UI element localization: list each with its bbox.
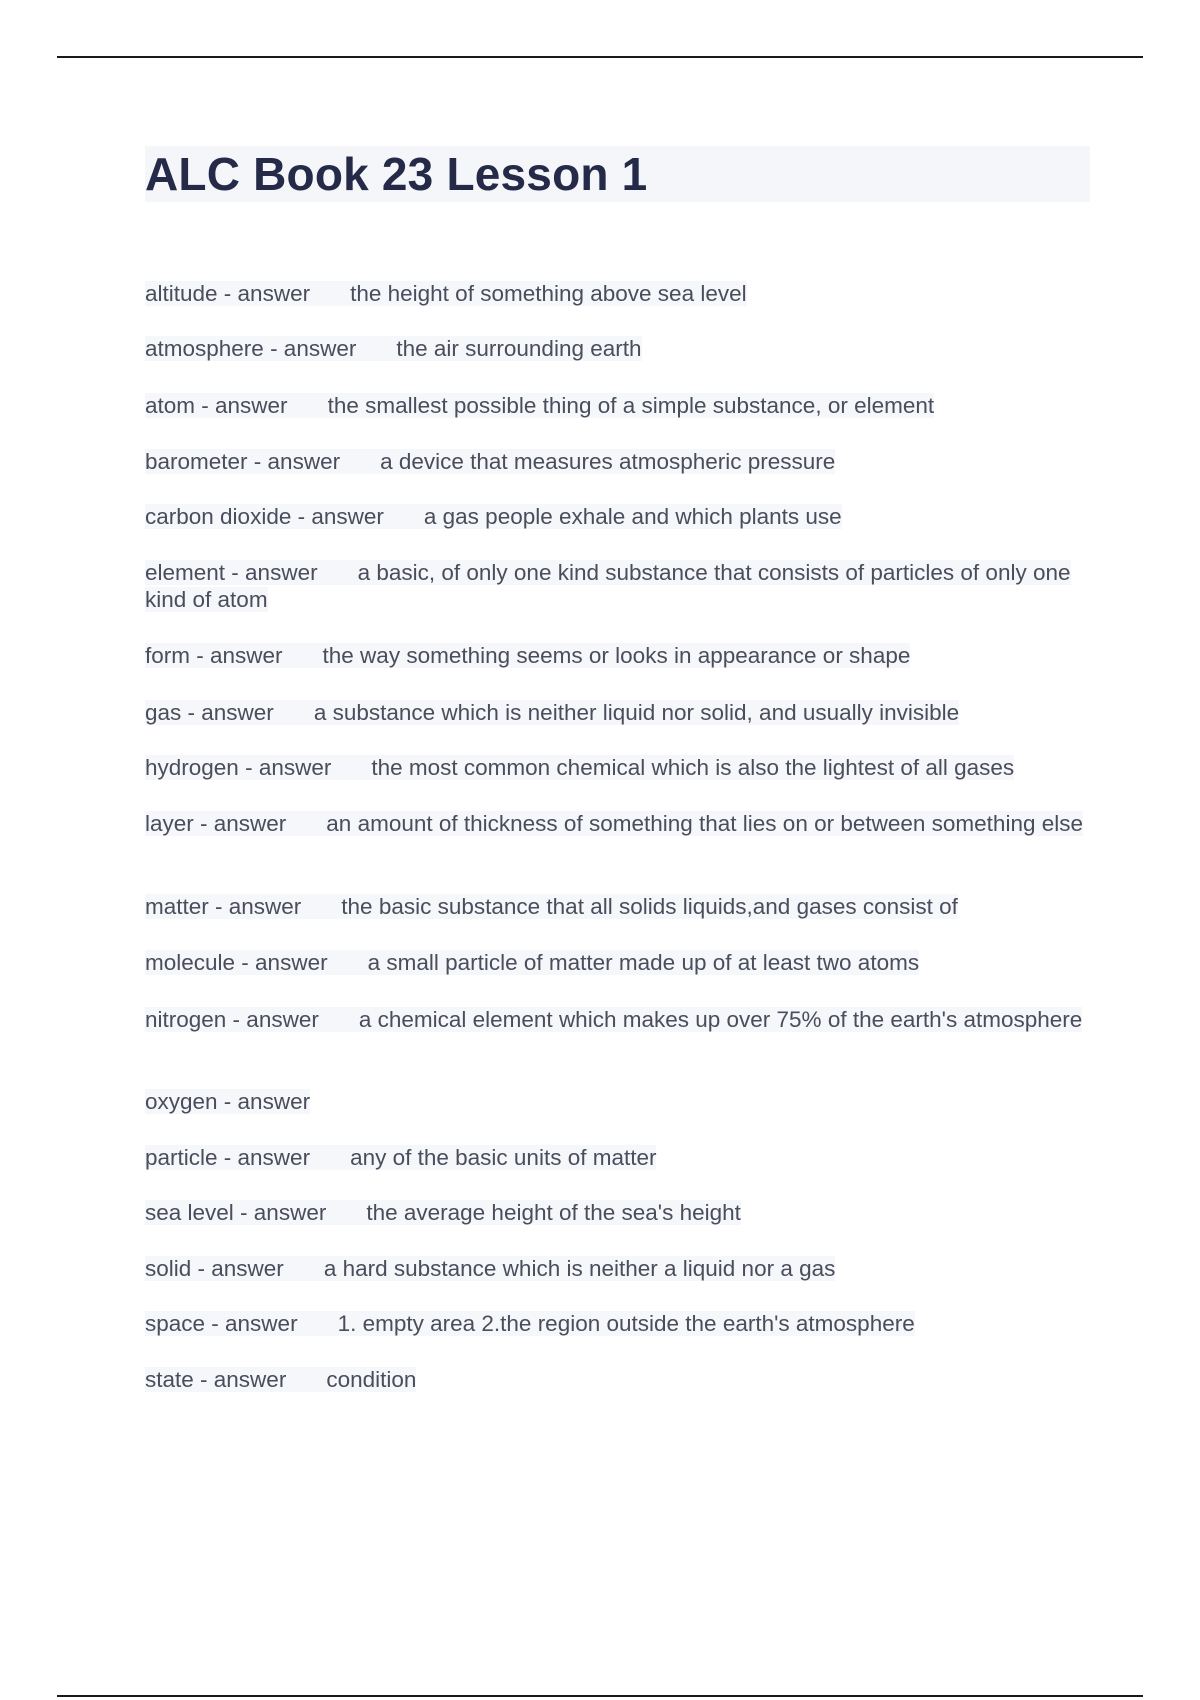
glossary-entry bbox=[145, 335, 1090, 362]
glossary-entry bbox=[145, 699, 1090, 726]
entry-definition: a device that measures atmospheric pressure bbox=[380, 449, 836, 474]
entry-term: molecule - answer bbox=[145, 950, 328, 975]
entry-definition: the basic substance that all solids liquids,and gases consist of bbox=[341, 894, 958, 919]
entry-definition: a basic, of only one kind substance that consists of particles of only one kind of atom bbox=[145, 560, 1071, 612]
entry-definition: a substance which is neither liquid nor solid, and usually invisible bbox=[313, 700, 960, 725]
entry-definition: a chemical element which makes up over 75% of the earth's atmosphere bbox=[358, 1007, 1083, 1032]
entry-definition: condition bbox=[326, 1367, 417, 1392]
glossary-entry bbox=[145, 1366, 1090, 1393]
glossary-entry bbox=[145, 810, 1090, 837]
entry-term: sea level - answer bbox=[145, 1200, 327, 1225]
entry-term: state - answer bbox=[145, 1367, 287, 1392]
entry-term: space - answer bbox=[145, 1311, 298, 1336]
entry-term: matter - answer bbox=[145, 894, 302, 919]
glossary-entry bbox=[145, 448, 1090, 475]
entry-term: nitrogen - answer bbox=[145, 1007, 319, 1032]
entry-definition: a gas people exhale and which plants use bbox=[423, 504, 842, 529]
entry-term: altitude - answer bbox=[145, 281, 311, 306]
entry-term: atmosphere - answer bbox=[145, 336, 357, 361]
glossary-entry bbox=[145, 1006, 1090, 1033]
entry-term: form - answer bbox=[145, 643, 283, 668]
entry-term: atom - answer bbox=[145, 393, 288, 418]
footer-rule bbox=[57, 1695, 1143, 1697]
glossary-entry bbox=[145, 642, 1090, 669]
glossary-entry bbox=[145, 280, 1090, 307]
glossary-entry bbox=[145, 754, 1090, 781]
header-rule bbox=[57, 56, 1143, 58]
entry-definition: a hard substance which is neither a liquid nor a gas bbox=[323, 1256, 836, 1281]
entry-definition: an amount of thickness of something that lies on or between something else bbox=[326, 811, 1083, 836]
entry-definition: 1. empty area 2.the region outside the earth's atmosphere bbox=[337, 1311, 915, 1336]
entry-definition: a small particle of matter made up of at least two atoms bbox=[367, 950, 920, 975]
entry-definition: the air surrounding earth bbox=[396, 336, 642, 361]
glossary-entry bbox=[145, 1310, 1090, 1337]
entry-term: carbon dioxide - answer bbox=[145, 504, 384, 529]
glossary-entry bbox=[145, 1255, 1090, 1282]
entry-term: solid - answer bbox=[145, 1256, 284, 1281]
glossary-entry bbox=[145, 1144, 1090, 1171]
entry-definition: the height of something above sea level bbox=[350, 281, 747, 306]
glossary-entry bbox=[145, 559, 1090, 613]
entry-term: hydrogen - answer bbox=[145, 755, 332, 780]
entry-term: particle - answer bbox=[145, 1145, 311, 1170]
page-title: ALC Book 23 Lesson 1 bbox=[145, 148, 648, 200]
glossary-entry bbox=[145, 1088, 1090, 1115]
entry-definition: the way something seems or looks in appearance or shape bbox=[322, 643, 911, 668]
entry-term: element - answer bbox=[145, 560, 318, 585]
glossary-entry bbox=[145, 392, 1090, 419]
entry-term: gas - answer bbox=[145, 700, 274, 725]
glossary-entry bbox=[145, 893, 1090, 920]
entry-definition: the average height of the sea's height bbox=[366, 1200, 741, 1225]
glossary-entry bbox=[145, 1199, 1090, 1226]
entry-term: layer - answer bbox=[145, 811, 287, 836]
glossary-entry bbox=[145, 503, 1090, 530]
entry-definition: the smallest possible thing of a simple substance, or element bbox=[327, 393, 935, 418]
glossary-entry bbox=[145, 949, 1090, 976]
entry-term: barometer - answer bbox=[145, 449, 341, 474]
entry-definition: the most common chemical which is also the lightest of all gases bbox=[371, 755, 1015, 780]
entry-term: oxygen - answer bbox=[145, 1089, 311, 1114]
entry-definition: any of the basic units of matter bbox=[350, 1145, 657, 1170]
